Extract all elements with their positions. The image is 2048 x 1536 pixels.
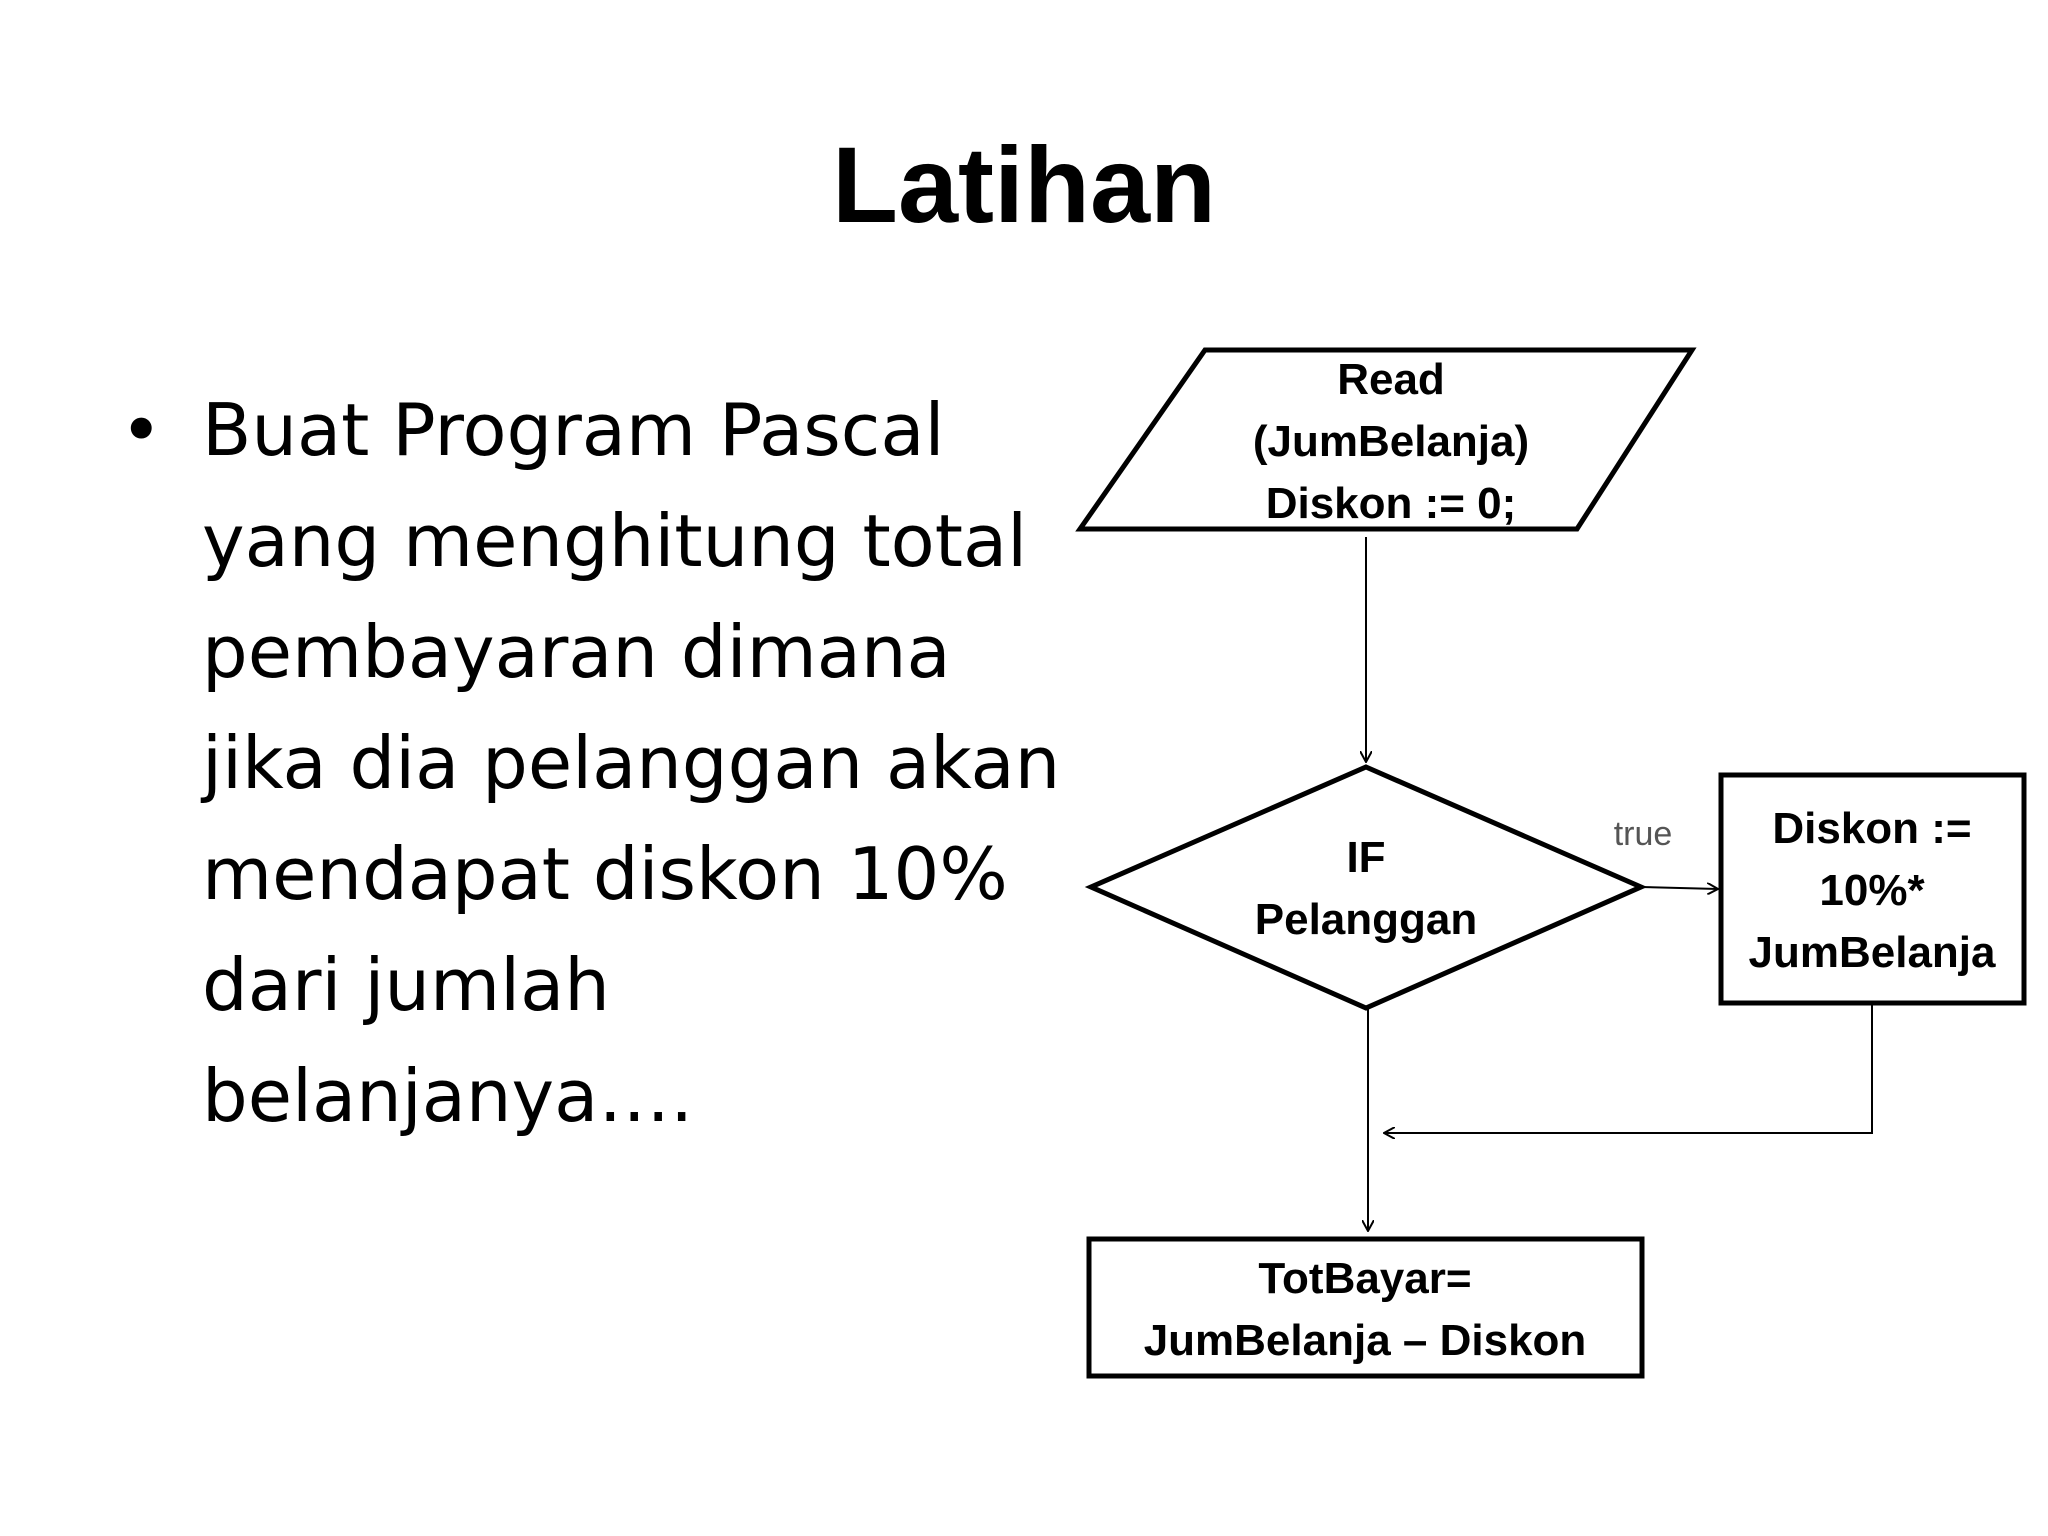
bullet-text: Buat Program Pascal yang menghitung total pembayaran dimana jika dia pelanggan akan mendapat diskon 10% dari jumlah belanjanya….: [202, 388, 1061, 1138]
slide-title: Latihan: [831, 124, 1216, 245]
discount-line-1: Diskon :=: [1772, 804, 1972, 853]
decision-diamond: [1091, 767, 1641, 1008]
total-line-2: JumBelanja – Diskon: [1143, 1316, 1587, 1365]
decision-line-1: IF: [1346, 833, 1386, 882]
true-label: true: [1613, 815, 1673, 853]
decision-line-2: Pelanggan: [1254, 895, 1478, 944]
discount-line-3: JumBelanja: [1748, 928, 1996, 977]
input-line-1: Read: [1337, 355, 1445, 404]
input-line-2: (JumBelanja): [1252, 417, 1530, 466]
arrow-true-branch: [1641, 887, 1718, 889]
input-line-3: Diskon := 0;: [1265, 479, 1517, 528]
total-line-1: TotBayar=: [1258, 1254, 1472, 1303]
bullet-dot: •: [120, 388, 163, 472]
return-connector: [1384, 1003, 1872, 1133]
discount-line-2: 10%*: [1819, 866, 1925, 915]
